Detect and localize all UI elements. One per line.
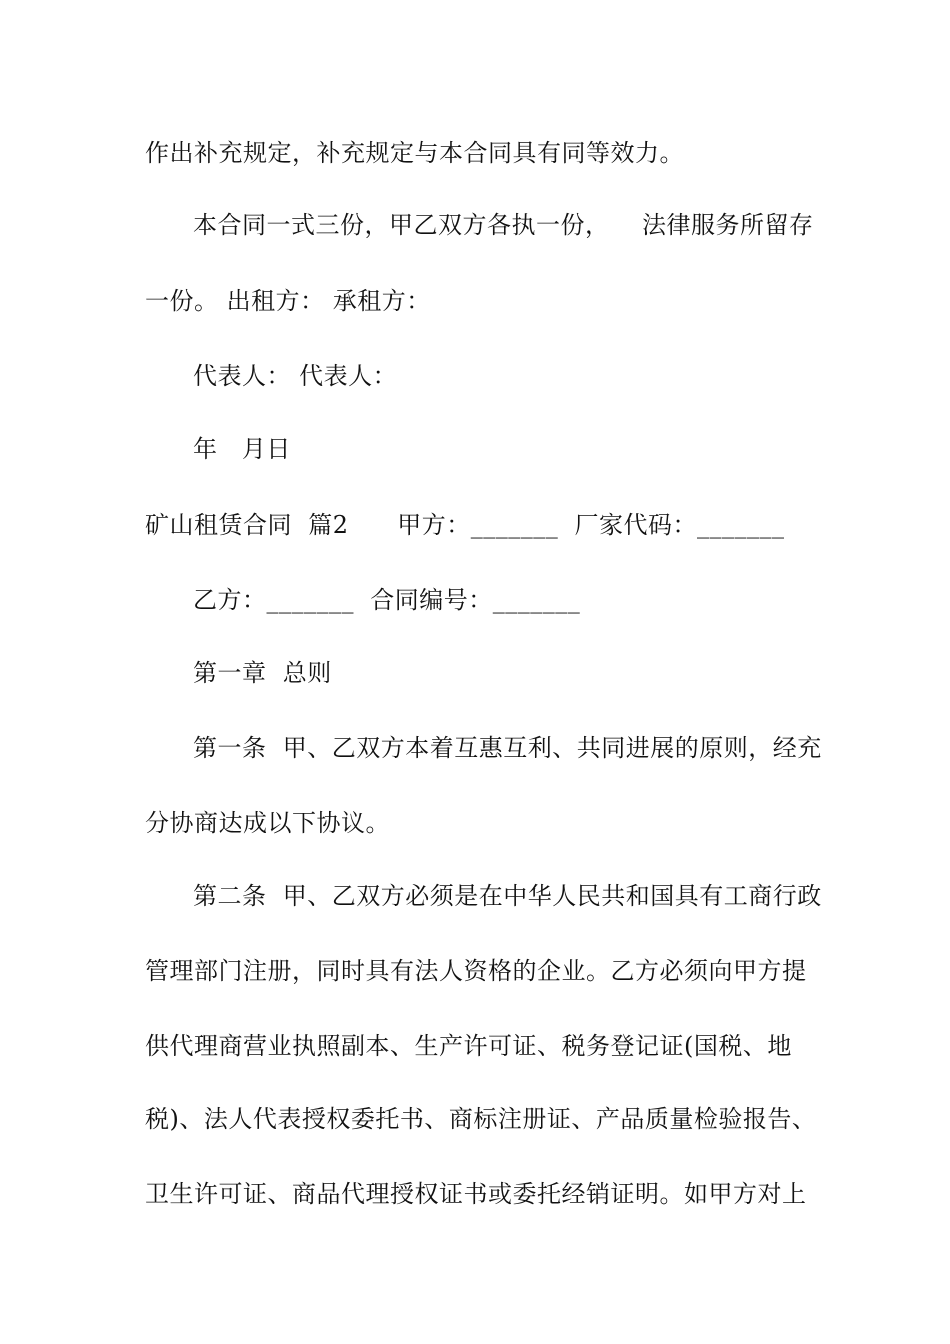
paragraph-line: 分协商达成以下协议。 — [145, 809, 390, 837]
paragraph-line: 第一条 甲、乙双方本着互惠互利、共同进展的原则，经充 — [193, 734, 822, 762]
paragraph-line: 第二条 甲、乙双方必须是在中华人民共和国具有工商行政 — [193, 882, 822, 910]
signature-line: 代表人： 代表人： — [193, 362, 398, 390]
paragraph-line: 卫生许可证、商品代理授权证书或委托经销证明。如甲方对上 — [145, 1180, 807, 1208]
chapter-heading: 第一章 总则 — [193, 659, 332, 687]
paragraph-line: 供代理商营业执照副本、生产许可证、税务登记证(国税、地 — [145, 1032, 792, 1060]
paragraph-line: 作出补充规定，补充规定与本合同具有同等效力。 — [145, 139, 684, 167]
paragraph-line: 管理部门注册，同时具有法人资格的企业。乙方必须向甲方提 — [145, 957, 807, 985]
paragraph-line: 一份。 出租方： 承租方： — [145, 287, 431, 315]
contract-title-line: 矿山租赁合同 篇2 甲方：_______ 厂家代码：_______ — [145, 511, 785, 539]
paragraph-line: 本合同一式三份，甲乙双方各执一份， 法律服务所留存 — [193, 211, 814, 239]
date-line: 年 月日 — [193, 435, 291, 463]
paragraph-line: 税)、法人代表授权委托书、商标注册证、产品质量检验报告、 — [145, 1105, 817, 1133]
party-line: 乙方：_______ 合同编号：_______ — [193, 586, 581, 614]
